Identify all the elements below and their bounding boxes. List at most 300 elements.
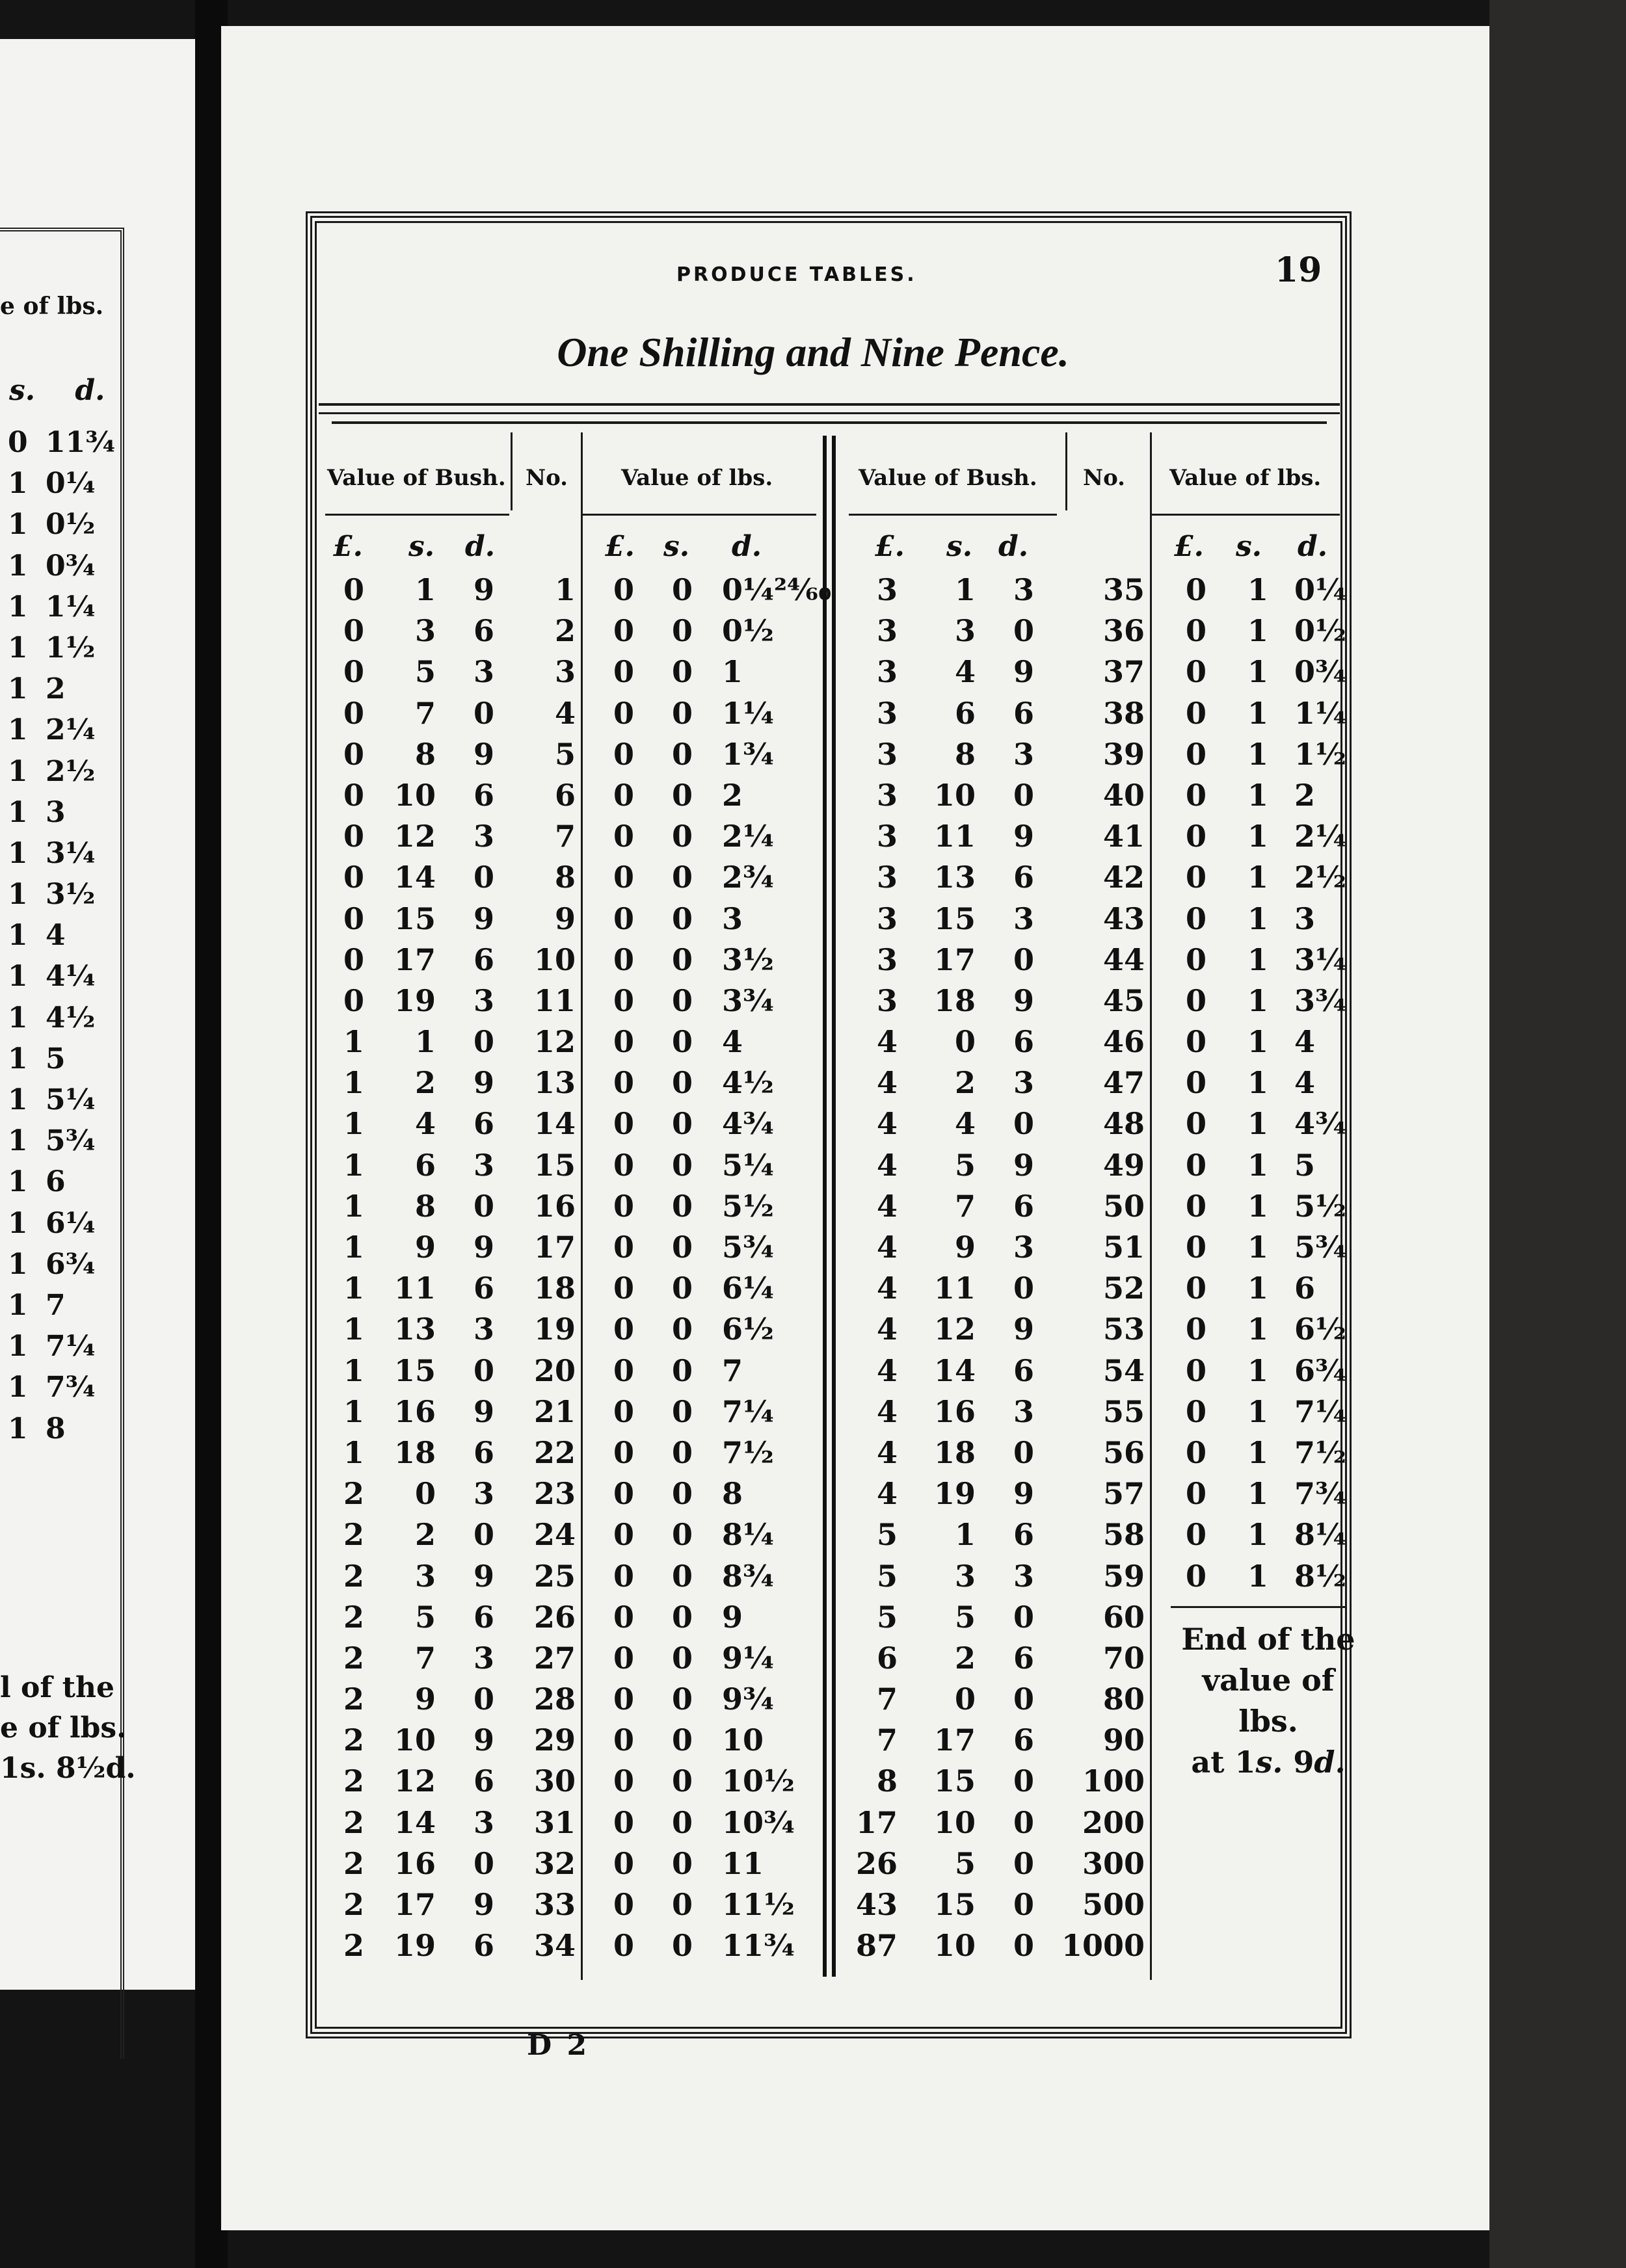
right-lbs-shilling-cell: 1 [1247,1024,1268,1060]
right-bush-shilling-cell: 5 [954,1845,976,1881]
left-bush-pound-cell: 0 [343,860,364,895]
table-row [0,1681,1626,1722]
right-bush-pence-cell: 9 [1013,1312,1034,1347]
right-lbs-shilling-cell: 1 [1247,695,1268,731]
running-head: PRODUCE TABLES. [676,263,917,286]
right-lbs-shilling-cell: 1 [1247,1106,1268,1142]
left-bush-pound-cell: 0 [343,613,364,649]
left-bush-shilling-label: s. [408,530,435,563]
right-bush-pound-cell: 4 [876,1393,898,1429]
right-bush-pence-cell: 0 [1013,1887,1034,1922]
right-lbs-shilling-cell: 1 [1247,982,1268,1018]
right-bush-pound-cell: 3 [876,736,898,772]
left-bush-pound-cell: 2 [343,1476,364,1512]
facing-pence-cell: 4¼ [46,960,96,994]
right-lbs-pound-cell: 0 [1185,1312,1206,1347]
left-lbs-pence-cell: 2 [722,777,743,813]
right-number-cell: 43 [1102,901,1145,936]
right-lbs-pound-cell: 0 [1185,572,1206,607]
left-bush-pound-cell: 0 [343,695,364,731]
right-number-cell: 45 [1102,982,1145,1018]
right-lbs-pound-cell: 0 [1185,1476,1206,1512]
left-lbs-pence-cell: 9¼ [722,1640,774,1676]
facing-pence-cell: 0¼ [46,467,96,501]
left-number-cell: 28 [533,1681,576,1717]
right-lbs-pound-cell: 0 [1185,901,1206,936]
left-lbs-pence-cell: 5¾ [722,1230,774,1265]
left-lbs-shilling-cell: 0 [671,613,693,649]
left-bush-shilling-cell: 12 [393,819,436,854]
facing-pence-cell: 3 [46,795,66,829]
left-lbs-pound-cell: 0 [613,1928,634,1964]
right-lbs-shilling-cell: 1 [1247,736,1268,772]
right-lbs-pound-cell: 0 [1185,1106,1206,1142]
left-lbs-pence-cell: 4½ [722,1065,774,1101]
left-number-cell: 3 [554,654,576,690]
right-bush-pence-cell: 0 [1013,1804,1034,1840]
left-value-of-bush-header: Value of Bush. [327,465,506,491]
left-lbs-pence-cell: 7¼ [722,1393,774,1429]
facing-table-row [8,467,125,508]
left-bush-shilling-cell: 4 [414,1106,436,1142]
left-lbs-shilling-cell: 0 [671,1434,693,1470]
facing-shilling-cell: 1 [8,960,28,994]
left-number-cell: 20 [533,1352,576,1388]
facing-pence-cell: 2 [46,672,66,706]
right-number-cell: 58 [1102,1517,1145,1553]
right-lbs-pound-cell: 0 [1185,1517,1206,1553]
left-lbs-pence-cell: 2¾ [722,860,774,895]
left-bush-pound-cell: 1 [343,1065,364,1101]
left-lbs-pence-cell: 2¼ [722,819,774,854]
right-bush-pound-cell: 3 [876,654,898,690]
left-lbs-pence-cell: 1 [722,654,743,690]
facing-pence-cell: 6 [46,1165,66,1199]
right-bush-pence-cell: 6 [1013,695,1034,731]
left-bush-pound-label: £. [333,530,363,563]
right-bush-pound-cell: 4 [876,1230,898,1265]
right-lbs-pence-cell: 4 [1294,1065,1316,1101]
left-lbs-pound-cell: 0 [613,777,634,813]
right-lbs-shilling-cell: 1 [1247,819,1268,854]
right-bush-shilling-cell: 11 [933,1271,976,1306]
right-bush-pence-cell: 0 [1013,1599,1034,1635]
right-bush-pound-cell: 3 [876,942,898,977]
left-bush-pence-cell: 6 [473,1599,494,1635]
left-lbs-pound-cell: 0 [613,1024,634,1060]
right-bush-pence-cell: 3 [1013,1065,1034,1101]
right-lbs-pence-cell: 8½ [1294,1558,1346,1594]
table-row [0,1271,1626,1312]
left-lbs-shilling-cell: 0 [671,695,693,731]
left-lbs-pound-cell: 0 [613,613,634,649]
right-bush-pence-cell: 3 [1013,901,1034,936]
right-lbs-pence-cell: 8¼ [1294,1517,1346,1553]
right-bush-shilling-cell: 14 [933,1352,976,1388]
facing-shilling-cell: 1 [8,713,28,747]
left-bush-pound-cell: 2 [343,1681,364,1717]
right-bush-pound-cell: 4 [876,1065,898,1101]
left-lbs-pence-cell: 3½ [722,942,774,977]
right-lbs-shilling-cell: 1 [1247,572,1268,607]
left-lbs-pound-cell: 0 [613,736,634,772]
left-lbs-shilling-cell: 0 [671,942,693,977]
left-number-cell: 8 [554,860,576,895]
table-row [0,1517,1626,1558]
table-row [0,1353,1626,1394]
left-bush-pence-cell: 9 [473,572,494,607]
left-bush-pence-cell: 9 [473,1065,494,1101]
right-lbs-pence-cell: 4¾ [1294,1106,1346,1142]
left-number-cell: 4 [554,695,576,731]
left-lbs-pence-cell: 1¼ [722,695,774,731]
left-lbs-pence-cell: 9 [722,1599,743,1635]
right-bush-pound-cell: 3 [876,901,898,936]
left-bush-shilling-cell: 17 [393,942,436,977]
right-number-cell: 200 [1082,1804,1145,1840]
left-lbs-pound-cell: 0 [613,1722,634,1758]
right-lbs-pence-cell: 5¾ [1294,1230,1346,1265]
right-number-cell: 42 [1102,860,1145,895]
right-lbs-shilling-cell: 1 [1247,1230,1268,1265]
left-bush-pence-cell: 0 [473,1188,494,1224]
left-lbs-pound-cell: 0 [613,860,634,895]
right-lbs-pound-cell: 0 [1185,942,1206,977]
right-bush-pound-cell: 5 [876,1517,898,1553]
header-rule [582,514,816,516]
right-bush-pence-cell: 6 [1013,1024,1034,1060]
right-number-cell: 57 [1102,1476,1145,1512]
facing-pence-cell: 2½ [46,754,96,788]
table-row [0,1394,1626,1435]
left-number-cell: 12 [533,1024,576,1060]
left-lbs-shilling-cell: 0 [671,1928,693,1964]
left-bush-pound-cell: 1 [343,1188,364,1224]
left-lbs-pound-cell: 0 [613,572,634,607]
right-bush-pence-cell: 6 [1013,860,1034,895]
facing-pence-cell: 1½ [46,631,96,665]
right-lbs-pence-cell: 5 [1294,1147,1316,1183]
left-lbs-pound-cell: 0 [613,1434,634,1470]
left-bush-pound-cell: 1 [343,1352,364,1388]
facing-pence-cell: 5¾ [46,1124,96,1158]
facing-shilling-cell: 1 [8,1001,28,1035]
table-row [0,1312,1626,1352]
left-number-cell: 33 [533,1887,576,1922]
left-bush-pound-cell: 0 [343,901,364,936]
right-bush-shilling-cell: 17 [933,942,976,977]
left-lbs-pound-cell: 0 [613,1352,634,1388]
left-bush-pound-cell: 2 [343,1804,364,1840]
right-bush-shilling-cell: 19 [933,1476,976,1512]
left-bush-pence-cell: 0 [473,1517,494,1553]
header-rule [849,514,1057,516]
right-bush-pence-cell: 0 [1013,1928,1034,1964]
left-bush-pound-cell: 1 [343,1106,364,1142]
right-bush-pound-cell: 4 [876,1352,898,1388]
right-bush-pound-cell: 17 [855,1804,898,1840]
facing-shilling-cell: 1 [8,1124,28,1158]
left-bush-pound-cell: 1 [343,1312,364,1347]
left-lbs-pence-cell: 0½ [722,613,774,649]
right-lbs-pence-cell: 5½ [1294,1188,1346,1224]
right-bush-shilling-cell: 1 [954,572,976,607]
left-lbs-pence-cell: 5½ [722,1188,774,1224]
facing-page-units [9,374,105,407]
table-row [0,613,1626,654]
left-bush-pence-cell: 9 [473,1722,494,1758]
left-bush-shilling-cell: 9 [414,1681,436,1717]
right-bush-pence-cell: 0 [1013,1845,1034,1881]
right-lbs-pence-cell: 0¾ [1294,654,1346,690]
right-lbs-shilling-cell: 1 [1247,613,1268,649]
right-bush-shilling-cell: 10 [933,1804,976,1840]
left-bush-shilling-cell: 7 [414,1640,436,1676]
facing-shilling-cell: 1 [8,878,28,912]
right-lbs-pound-cell: 0 [1185,982,1206,1018]
table-top-rule [332,421,1327,424]
right-lbs-pence-cell: 4 [1294,1024,1316,1060]
left-number-cell: 11 [533,982,576,1018]
end-note-line: at 1s. 9d. [1191,1745,1346,1780]
left-bush-pence-cell: 9 [473,1887,494,1922]
left-lbs-pound-cell: 0 [613,819,634,854]
left-lbs-pound-cell: 0 [613,1845,634,1881]
left-lbs-pence-cell: 1¾ [722,736,774,772]
left-lbs-pound-cell: 0 [613,654,634,690]
left-bush-pence-cell: 9 [473,1558,494,1594]
facing-pence-cell: 7 [46,1288,66,1322]
facing-shilling-cell: 1 [8,1042,28,1075]
left-bush-pence-cell: 9 [473,736,494,772]
right-number-cell: 49 [1102,1147,1145,1183]
right-lbs-pound-label: £. [1174,530,1204,563]
right-lbs-pence-cell: 0½ [1294,613,1346,649]
left-bush-pound-cell: 1 [343,1024,364,1060]
right-lbs-pence-cell: 3 [1294,901,1316,936]
right-bush-shilling-cell: 8 [954,736,976,772]
right-bush-pence-cell: 0 [1013,1434,1034,1470]
header-rule [1151,514,1340,516]
facing-pence-cell: 11¾ [46,426,116,459]
right-bush-shilling-label: s. [946,530,973,563]
left-lbs-shilling-cell: 0 [671,736,693,772]
left-bush-pence-cell: 9 [473,1230,494,1265]
left-number-cell: 23 [533,1476,576,1512]
left-bush-pence-cell: 9 [473,1393,494,1429]
facing-pence-cell: 4½ [46,1001,96,1035]
right-bush-pence-cell: 9 [1013,982,1034,1018]
right-number-cell: 80 [1102,1681,1145,1717]
column-rule [1065,432,1067,510]
table-row [0,1476,1626,1517]
left-bush-shilling-cell: 15 [393,901,436,936]
right-lbs-shilling-cell: 1 [1247,1147,1268,1183]
right-lbs-shilling-cell: 1 [1247,901,1268,936]
left-bush-shilling-cell: 19 [393,982,436,1018]
right-number-cell: 60 [1102,1599,1145,1635]
right-bush-pound-cell: 26 [855,1845,898,1881]
facing-pence-cell: 6¼ [46,1206,96,1240]
left-bush-pence-cell: 0 [473,1681,494,1717]
right-bush-pound-cell: 3 [876,777,898,813]
column-rule [511,432,513,510]
facing-shilling-cell: 1 [8,467,28,501]
right-bush-shilling-cell: 0 [954,1024,976,1060]
left-lbs-shilling-cell: 0 [671,1845,693,1881]
left-bush-shilling-cell: 16 [393,1845,436,1881]
left-bush-pound-cell: 2 [343,1763,364,1799]
right-bush-shilling-cell: 5 [954,1147,976,1183]
table-row [0,1722,1626,1763]
left-number-cell: 31 [533,1804,576,1840]
left-lbs-shilling-cell: 0 [671,1640,693,1676]
left-lbs-pound-cell: 0 [613,1558,634,1594]
table-row [0,1600,1626,1641]
facing-shilling-cell: 1 [8,549,28,583]
facing-shilling-cell: 1 [8,631,28,665]
left-number-cell: 21 [533,1393,576,1429]
right-bush-pence-cell: 0 [1013,1763,1034,1799]
table-row [0,696,1626,737]
left-lbs-pound-cell: 0 [613,1106,634,1142]
left-lbs-pence-cell: 8 [722,1476,743,1512]
right-bush-pence-cell: 6 [1013,1188,1034,1224]
left-bush-pence-cell: 3 [473,1476,494,1512]
right-bush-pound-cell: 3 [876,860,898,895]
left-lbs-pound-cell: 0 [613,1188,634,1224]
left-lbs-shilling-cell: 0 [671,1558,693,1594]
left-number-cell: 26 [533,1599,576,1635]
right-value-of-lbs-header: Value of lbs. [1169,465,1322,491]
facing-shilling-cell: 1 [8,590,28,624]
facing-pence-cell: 3¼ [46,836,96,870]
left-bush-pound-cell: 2 [343,1558,364,1594]
end-note-line: End of the [1181,1622,1355,1657]
left-bush-shilling-cell: 1 [414,572,436,607]
left-value-of-lbs-header: Value of lbs. [621,465,773,491]
right-lbs-pound-cell: 0 [1185,1188,1206,1224]
left-bush-pound-cell: 0 [343,982,364,1018]
left-bush-pence-cell: 3 [473,1640,494,1676]
right-lbs-pence-cell: 1½ [1294,736,1346,772]
right-bush-shilling-cell: 3 [954,1558,976,1594]
facing-pence-label: d. [75,374,105,407]
right-bush-pound-cell: 4 [876,1271,898,1306]
left-bush-shilling-cell: 19 [393,1928,436,1964]
facing-shilling-cell: 1 [8,1165,28,1199]
right-lbs-shilling-cell: 1 [1247,1352,1268,1388]
right-number-cell: 54 [1102,1352,1145,1388]
left-lbs-pound-cell: 0 [613,982,634,1018]
left-bush-shilling-cell: 5 [414,654,436,690]
right-bush-shilling-cell: 11 [933,819,976,854]
facing-pence-cell: 0½ [46,508,96,542]
left-lbs-shilling-cell: 0 [671,777,693,813]
right-lbs-pound-cell: 0 [1185,1147,1206,1183]
left-number-cell: 13 [533,1065,576,1101]
facing-page-footer: l of the e of lbs. 1s. 8½d. [0,1671,136,1785]
left-lbs-pence-cell: 6¼ [722,1271,774,1306]
right-number-cell: 51 [1102,1230,1145,1265]
left-bush-pound-cell: 0 [343,736,364,772]
right-bush-pence-cell: 0 [1013,1681,1034,1717]
left-bush-pence-cell: 3 [473,819,494,854]
left-lbs-shilling-cell: 0 [671,1476,693,1512]
right-number-cell: 90 [1102,1722,1145,1758]
right-lbs-pound-cell: 0 [1185,1352,1206,1388]
right-lbs-pound-cell: 0 [1185,1230,1206,1265]
right-lbs-pound-cell: 0 [1185,1024,1206,1060]
left-bush-pence-cell: 3 [473,1312,494,1347]
right-bush-shilling-cell: 10 [933,1928,976,1964]
left-bush-pence-cell: 6 [473,1434,494,1470]
table-row [0,1024,1626,1065]
left-bush-pence-cell: 6 [473,1763,494,1799]
left-number-cell: 32 [533,1845,576,1881]
right-lbs-pound-cell: 0 [1185,1271,1206,1306]
right-lbs-pence-cell: 2 [1294,777,1316,813]
left-bush-shilling-cell: 10 [393,1722,436,1758]
left-lbs-shilling-cell: 0 [671,819,693,854]
left-lbs-shilling-cell: 0 [671,1024,693,1060]
right-bush-pence-cell: 6 [1013,1517,1034,1553]
table-row [0,860,1626,901]
right-lbs-pence-cell: 3¾ [1294,982,1346,1018]
left-number-cell: 24 [533,1517,576,1553]
left-lbs-pence-cell: 9¾ [722,1681,774,1717]
left-lbs-pound-cell: 0 [613,1065,634,1101]
left-number-cell: 10 [533,942,576,977]
left-lbs-pound-cell: 0 [613,1230,634,1265]
left-number-cell: 22 [533,1434,576,1470]
title-rule [319,403,1340,414]
right-lbs-pound-cell: 0 [1185,1434,1206,1470]
right-number-cell: 40 [1102,777,1145,813]
left-number-cell: 14 [533,1106,576,1142]
right-lbs-pence-cell: 3¼ [1294,942,1346,977]
left-lbs-pence-cell: 8¾ [722,1558,774,1594]
table-row [0,1148,1626,1189]
facing-pence-cell: 4 [46,919,66,953]
left-lbs-pound-cell: 0 [613,901,634,936]
right-bush-shilling-cell: 2 [954,1065,976,1101]
table-row [0,1763,1626,1804]
facing-pence-cell: 7¼ [46,1330,96,1364]
left-lbs-shilling-cell: 0 [671,1230,693,1265]
left-lbs-pound-cell: 0 [613,1681,634,1717]
left-bush-pound-cell: 0 [343,819,364,854]
right-value-of-bush-header: Value of Bush. [859,465,1037,491]
right-bush-pound-cell: 4 [876,1434,898,1470]
right-lbs-pence-cell: 2¼ [1294,819,1346,854]
table-row [0,1805,1626,1846]
right-lbs-pence-cell: 7½ [1294,1434,1346,1470]
left-bush-shilling-cell: 12 [393,1763,436,1799]
left-lbs-pence-cell: 4¾ [722,1106,774,1142]
right-lbs-pound-cell: 0 [1185,1393,1206,1429]
facing-shilling-cell: 1 [8,1083,28,1116]
left-lbs-shilling-cell: 0 [671,1106,693,1142]
left-lbs-pence-cell: 10 [722,1722,764,1758]
left-number-cell: 30 [533,1763,576,1799]
left-lbs-pound-cell: 0 [613,1271,634,1306]
left-lbs-shilling-cell: 0 [671,901,693,936]
left-lbs-shilling-cell: 0 [671,982,693,1018]
left-lbs-shilling-cell: 0 [671,572,693,607]
right-bush-shilling-cell: 7 [954,1188,976,1224]
right-bush-pound-cell: 5 [876,1599,898,1635]
